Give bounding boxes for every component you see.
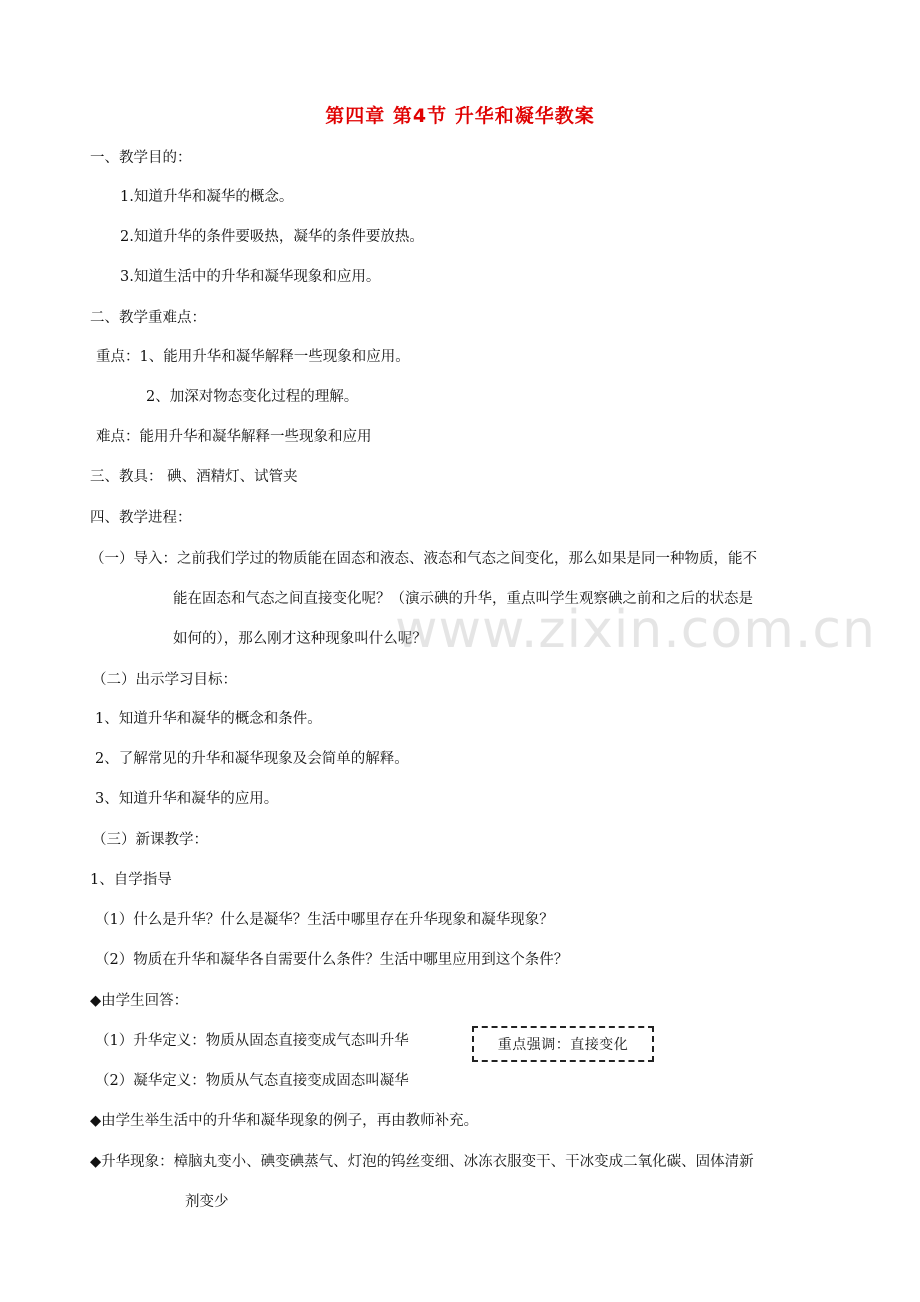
answer-heading: ◆由学生回答： <box>90 993 189 1009</box>
objective-3: 3.知道生活中的升华和凝华现象和应用。 <box>120 269 381 285</box>
section-4-heading: 四、教学进程： <box>90 510 192 526</box>
goal-3: 3、知道升华和凝华的应用。 <box>95 791 279 807</box>
self-study-heading: 1、自学指导 <box>90 872 172 888</box>
definition-sublimation: （1）升华定义：物质从固态直接变成气态叫升华 <box>95 1033 409 1049</box>
new-lesson-heading: （三）新课教学： <box>92 832 208 848</box>
sublimation-examples-line-1: ◆升华现象：樟脑丸变小、碘变碘蒸气、灯泡的钨丝变细、冰冻衣服变干、干冰变成二氧化碳、固体清新 <box>90 1154 754 1170</box>
difficult-point: 难点：能用升华和凝华解释一些现象和应用 <box>96 429 372 445</box>
document-title: 第四章 第4节 升华和凝华教案 <box>325 105 595 127</box>
section-1-heading: 一、教学目的： <box>90 150 192 166</box>
examples-intro: ◆由学生举生活中的升华和凝华现象的例子，再由教师补充。 <box>90 1113 479 1129</box>
intro-line-3: 如何的），那么刚才这种现象叫什么呢？ <box>173 631 427 647</box>
goal-2: 2、了解常见的升华和凝华现象及会简单的解释。 <box>95 751 409 767</box>
watermark: www.zixin.com.cn <box>395 600 876 660</box>
definition-deposition: （2）凝华定义：物质从气态直接变成固态叫凝华 <box>95 1073 409 1089</box>
key-point-2: 2、加深对物态变化过程的理解。 <box>146 389 359 405</box>
question-2: （2）物质在升华和凝华各自需要什么条件？生活中哪里应用到这个条件？ <box>95 952 569 968</box>
section-2-heading: 二、教学重难点： <box>90 310 206 326</box>
intro-line-2: 能在固态和气态之间直接变化呢？（演示碘的升华，重点叫学生观察碘之前和之后的状态是 <box>173 591 753 607</box>
goal-1: 1、知道升华和凝华的概念和条件。 <box>95 711 322 727</box>
emphasis-note-box: 重点强调：直接变化 <box>472 1026 654 1062</box>
section-3-tools: 三、教具： 碘、酒精灯、试管夹 <box>90 469 298 485</box>
question-1: （1）什么是升华？什么是凝华？生活中哪里存在升华现象和凝华现象？ <box>95 912 554 928</box>
objective-2: 2.知道升华的条件要吸热，凝华的条件要放热。 <box>120 229 424 245</box>
goals-heading: （二）出示学习目标： <box>92 672 237 688</box>
key-point-1: 重点：1、能用升华和凝华解释一些现象和应用。 <box>96 349 410 365</box>
intro-line-1: （一）导入：之前我们学过的物质能在固态和液态、液态和气态之间变化，那么如果是同一种物质，能不 <box>90 551 757 567</box>
sublimation-examples-line-2: 剂变少 <box>185 1194 229 1210</box>
objective-1: 1.知道升华和凝华的概念。 <box>120 189 294 205</box>
